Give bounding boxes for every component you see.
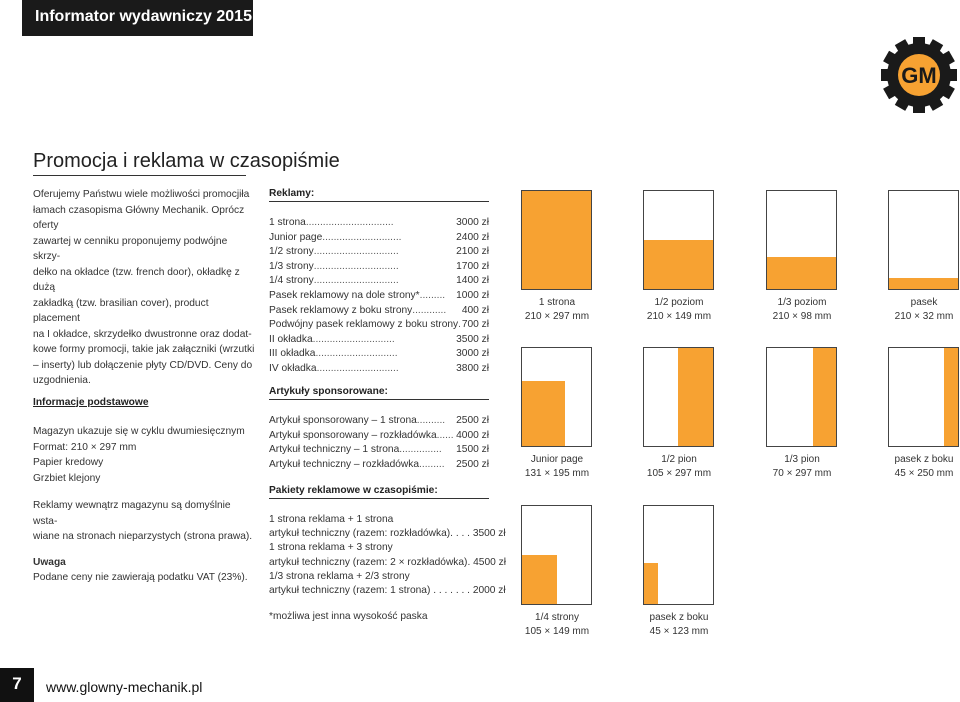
price-dots: .............................. <box>313 246 399 258</box>
format-size: 210 × 98 mm <box>772 311 832 322</box>
gm-logo <box>879 35 959 115</box>
warning-text: Podane ceny nie zawierają podatku VAT (23%). <box>33 572 248 583</box>
format-sample <box>643 190 714 290</box>
price-label: Artykuł sponsorowany – 1 strona <box>269 415 417 426</box>
price-value: 2100 zł <box>456 246 489 258</box>
price-value: 2500 zł <box>456 415 489 426</box>
format-caption <box>864 296 960 324</box>
price-value: 400 zł <box>461 304 489 316</box>
format-name: 1 strona <box>538 297 576 308</box>
price-dots: ............ <box>412 304 447 316</box>
logo-text: GM <box>901 63 937 88</box>
pakiety-line: 1/3 strona reklama + 2/3 strony <box>269 570 410 582</box>
sponsorowane-heading: Artykuły sponsorowane: <box>269 386 489 400</box>
header-title: Informator wydawniczy 2015 <box>35 8 252 25</box>
format-name: pasek z boku <box>894 454 954 465</box>
pakiety-line: artykuł techniczny (razem: rozkładówka). . . . 3500 zł <box>269 528 506 540</box>
title-rule <box>33 175 246 176</box>
info-line: Format: 210 × 297 mm <box>33 441 137 453</box>
price-row <box>269 289 489 304</box>
format-name: 1/4 strony <box>535 612 579 623</box>
format-sample <box>888 347 959 447</box>
warning-heading: Uwaga <box>33 556 66 568</box>
format-size: 105 × 149 mm <box>524 626 590 637</box>
format-fill <box>767 257 836 289</box>
price-label: II okładka <box>269 333 313 345</box>
intro-line: – inserty) lub dołączenie płyty CD/DVD. Ceny do <box>33 359 253 371</box>
format-size: 131 × 195 mm <box>524 468 590 479</box>
format-fill <box>522 555 557 604</box>
pakiety-heading: Pakiety reklamowe w czasopiśmie: <box>269 485 489 499</box>
format-size: 210 × 149 mm <box>646 311 712 322</box>
format-caption <box>742 296 862 324</box>
price-label: Pasek reklamowy na dole strony* <box>269 289 420 301</box>
price-value: 2500 zł <box>456 458 489 470</box>
format-caption <box>497 611 617 639</box>
price-dots: ............... <box>399 444 442 456</box>
price-value: 700 zł <box>461 319 489 331</box>
format-caption <box>619 296 739 324</box>
format-sample <box>521 190 592 290</box>
price-row <box>269 216 489 231</box>
price-label: 1/3 strony <box>269 260 314 272</box>
format-fill <box>644 240 713 289</box>
format-size: 45 × 250 mm <box>894 468 954 479</box>
price-row <box>269 362 489 377</box>
price-row <box>269 274 489 289</box>
price-value: 3800 zł <box>456 362 489 374</box>
format-caption <box>742 453 862 481</box>
format-fill <box>889 278 958 289</box>
price-label: Junior page <box>269 231 323 243</box>
price-row <box>269 245 489 260</box>
intro-line: zakładką (tzw. brasilian cover), product placement <box>33 297 209 324</box>
format-fill <box>813 348 836 446</box>
price-value: 3500 zł <box>456 333 489 345</box>
price-dots: ............................ <box>322 231 402 243</box>
intro-line: zawartej w cenniku proponujemy podwójne skrzy- <box>33 235 228 262</box>
format-sample <box>643 347 714 447</box>
format-size: 70 × 297 mm <box>772 468 832 479</box>
format-sample <box>888 190 959 290</box>
format-name: 1/3 poziom <box>777 297 827 308</box>
format-size: 210 × 32 mm <box>894 311 954 322</box>
price-value: 2400 zł <box>456 231 489 243</box>
format-name: 1/2 pion <box>661 454 697 465</box>
price-label: Artykuł techniczny – 1 strona <box>269 444 400 456</box>
price-dots: ............................. <box>316 362 399 374</box>
price-value: 1500 zł <box>456 444 489 456</box>
format-fill <box>678 348 713 446</box>
price-dots: ............................... <box>305 217 394 228</box>
intro-line: łamach czasopisma Główny Mechanik. Oprócz oferty <box>33 204 245 231</box>
format-name: 1/3 pion <box>784 454 820 465</box>
price-dots: ............................. <box>312 333 395 345</box>
format-fill <box>522 381 565 446</box>
format-sample <box>766 190 837 290</box>
price-row <box>269 231 489 246</box>
format-caption <box>497 296 617 324</box>
format-name: Junior page <box>530 454 584 465</box>
price-dots: ......... <box>419 289 446 301</box>
page-title: Promocja i reklama w czasopiśmie <box>33 150 340 172</box>
format-name: 1/2 poziom <box>654 297 704 308</box>
format-fill <box>944 348 958 446</box>
pakiety-footnote: *możliwa jest inna wysokość paska <box>269 611 428 623</box>
price-value: 4000 zł <box>456 429 489 441</box>
price-row <box>269 443 489 458</box>
format-name: pasek z boku <box>649 612 709 623</box>
intro-line: uzgodnienia. <box>33 375 91 386</box>
price-row <box>269 414 489 429</box>
pakiety-line: 1 strona reklama + 1 strona <box>269 514 394 525</box>
price-row <box>269 429 489 444</box>
format-caption <box>619 611 739 639</box>
format-sample <box>766 347 837 447</box>
price-label: Artykuł techniczny – rozkładówka <box>269 458 420 470</box>
format-size: 105 × 297 mm <box>646 468 712 479</box>
price-label: IV okładka <box>269 362 317 374</box>
info-heading: Informacje podstawowe <box>33 396 149 408</box>
price-row <box>269 333 489 348</box>
price-dots: ......... <box>419 458 445 470</box>
price-value: 1400 zł <box>456 275 489 287</box>
pakiety-line: artykuł techniczny (razem: 1 strona) . . . . . . . 2000 zł <box>269 584 506 596</box>
reklamy-list <box>269 216 489 377</box>
price-dots: .............................. <box>313 275 399 287</box>
price-row <box>269 318 489 333</box>
price-label: Pasek reklamowy z boku strony <box>269 304 413 316</box>
price-dots: ...... <box>436 429 454 441</box>
format-sample <box>521 347 592 447</box>
price-dots: .......... <box>416 415 446 426</box>
format-caption <box>497 453 617 481</box>
pakiety-line: 1 strona reklama + 3 strony <box>269 542 393 554</box>
pakiety-section <box>269 485 506 624</box>
format-fill <box>644 563 658 604</box>
intro-line: Oferujemy Państwu wiele możliwości promocjiła <box>33 189 250 200</box>
price-label: 1 strona <box>269 217 306 228</box>
note-line: Reklamy wewnątrz magazynu są domyślnie wsta- <box>33 500 231 527</box>
price-row <box>269 347 489 362</box>
price-label: III okładka <box>269 348 316 360</box>
price-value: 1700 zł <box>456 260 489 272</box>
intro-column <box>33 187 255 586</box>
format-sample <box>643 505 714 605</box>
price-dots: ............................. <box>315 348 398 360</box>
price-label: 1/2 strony <box>269 246 314 258</box>
price-label: 1/4 strony <box>269 275 314 287</box>
intro-line: dełko na okładce (tzw. french door), okładkę z dużą <box>33 266 240 293</box>
page-number: 7 <box>12 674 22 693</box>
info-line: Papier kredowy <box>33 457 104 468</box>
price-value: 3000 zł <box>456 348 489 360</box>
reklamy-section <box>269 188 489 377</box>
info-line: Magazyn ukazuje się w cyklu dwumiesięcznym <box>33 426 245 437</box>
sponsorowane-list <box>269 414 489 472</box>
price-label: Artykuł sponsorowany – rozkładówka <box>269 429 437 441</box>
pakiety-line: artykuł techniczny (razem: 2 × rozkładówka). 4500 zł <box>269 556 506 568</box>
format-caption <box>864 453 960 481</box>
reklamy-heading: Reklamy: <box>269 188 489 202</box>
price-value: 3000 zł <box>456 217 489 228</box>
format-size: 45 × 123 mm <box>649 626 709 637</box>
price-value: 1000 zł <box>456 289 489 301</box>
format-name: pasek <box>910 297 938 308</box>
intro-line: kowe formy promocji, takie jak załączniki (wrzutki <box>33 344 255 355</box>
price-row <box>269 458 489 473</box>
price-row <box>269 304 489 319</box>
footer-url[interactable]: www.glowny-mechanik.pl <box>46 679 203 695</box>
price-row <box>269 260 489 275</box>
format-size: 210 × 297 mm <box>524 311 590 322</box>
info-line: Grzbiet klejony <box>33 472 101 484</box>
sponsorowane-section <box>269 386 489 472</box>
format-caption <box>619 453 739 481</box>
price-label: Podwójny pasek reklamowy z boku strony <box>269 319 459 331</box>
price-dots: .............................. <box>313 260 399 272</box>
intro-line: na I okładce, skrzydełko dwustronne oraz dodat- <box>33 328 252 340</box>
format-fill <box>522 191 591 289</box>
note-line: wiane na stronach nieparzystych (strona prawa). <box>33 531 253 542</box>
format-sample <box>521 505 592 605</box>
